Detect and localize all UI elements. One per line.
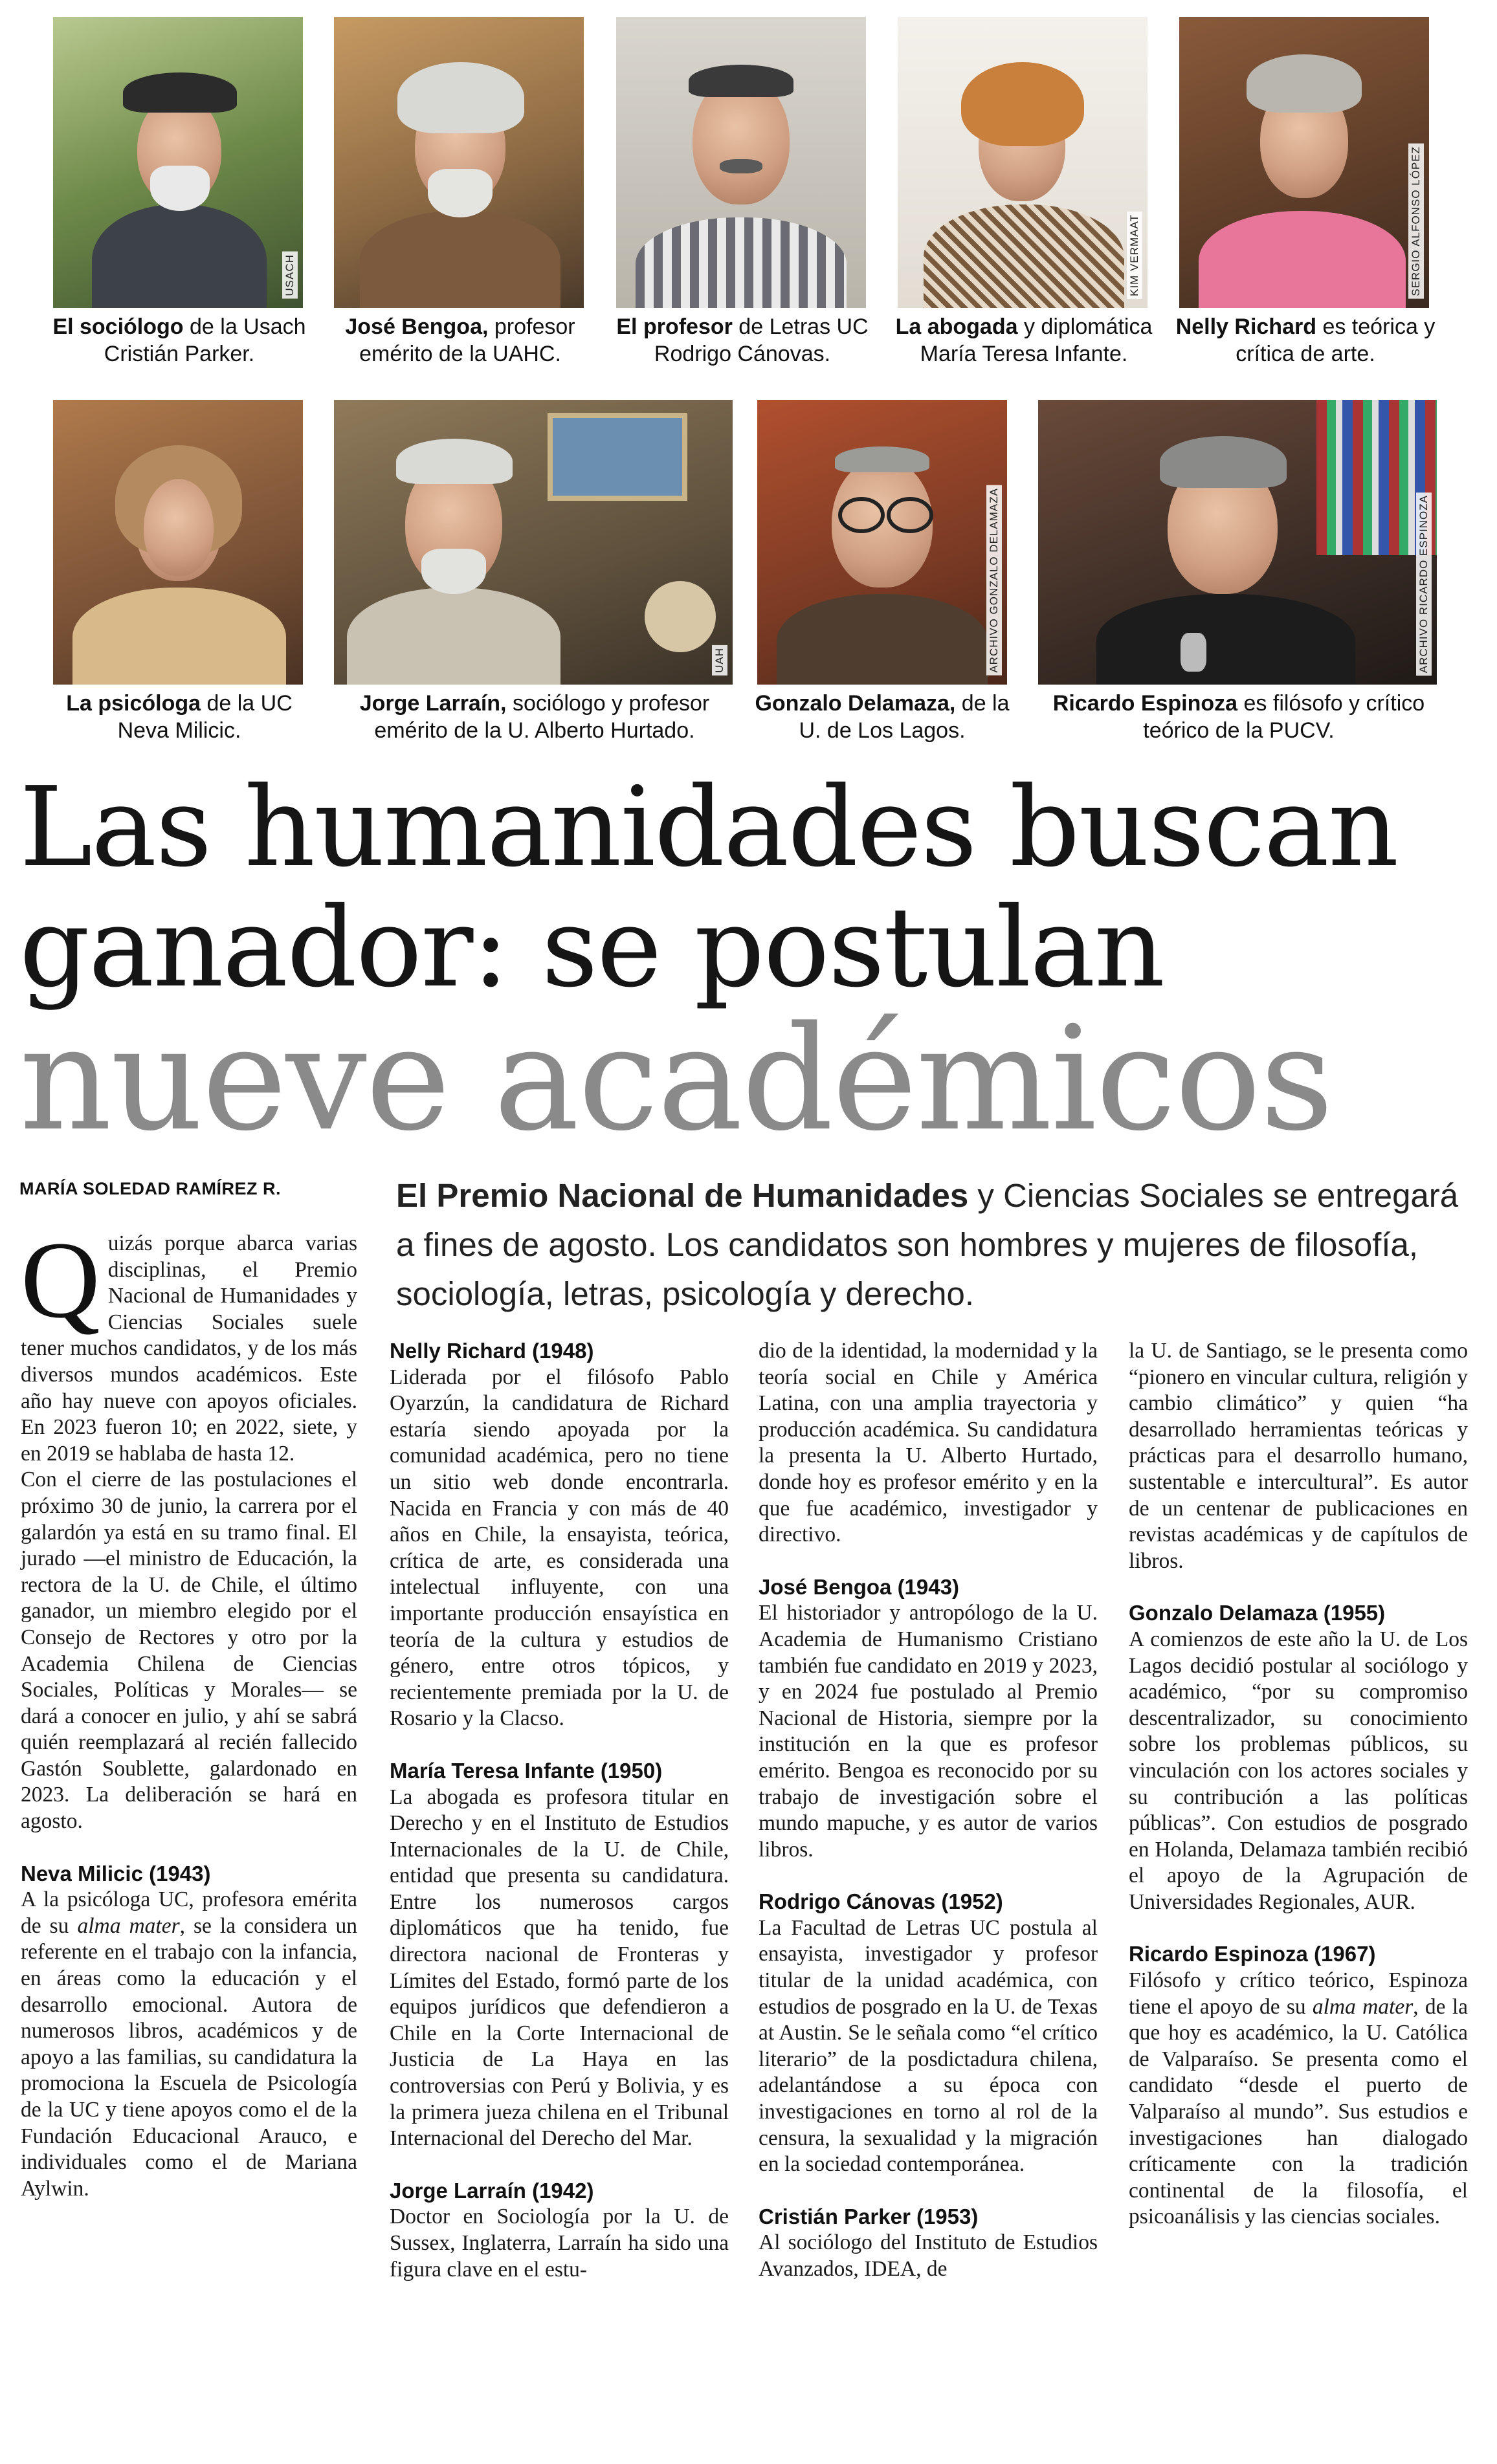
photo-credit: UAH	[712, 645, 727, 676]
drop-cap: Q	[21, 1219, 100, 1341]
deck: El Premio Nacional de Humanidades y Ciencias Sociales se entregará a fines de agosto. Los candidatos son hombres y mujeres de filosofía, sociología, letras, psicología y derecho.	[396, 1177, 1459, 1312]
caption-maria-teresa-infante: La abogada y diplomática María Teresa Infante.	[895, 314, 1153, 366]
photo-rodrigo-canovas	[616, 17, 866, 308]
column-3: dio de la identidad, la modernidad y la teoría social en Chile y América Latina, con una amplia trayectoria y producción académica. Su candidatura la presenta la U. Alberto Hurtado, donde hoy es profesor emérito y en la que fue académico, investigador y directivo. José Bengoa (1943) El historiador y antropólogo de la U. Academia de Humanismo Cristiano también fue candidato en 2019 y 2023, y en 2024 fue postulado al Premio Nacional de Historia, siempre por la institución en la que es profesor emérito. Bengoa es reconocido por su trabajo de investigación sobre el mundo mapuche, y es autor de varios libros. Rodrigo Cánovas (1952) La Facultad de Letras UC postula al ensayista, investigador y profesor titular de la unidad académica, con estudios de posgrado en la U. de Texas at Austin. Se le señala como “el crítico literario” de la posdictadura chilena, adelantándose a su época con investigaciones en torno al rol de la censura, la sexualidad y la migración en la sociedad contemporánea. Cristián Parker (1953) Al sociólogo del Instituto de Estudios Avanzados, IDEA, de	[759, 1339, 1098, 2281]
photo-maria-teresa-infante	[898, 17, 1148, 308]
photo-cristian-parker	[53, 17, 303, 308]
headline-line-2: ganador: se postulan	[19, 884, 1164, 1012]
caption-nelly-richard: Nelly Richard es teórica y crítica de arte.	[1175, 314, 1436, 366]
photo-jose-bengoa	[334, 17, 584, 308]
photo-nelly-richard	[1179, 17, 1429, 308]
column-2: Nelly Richard (1948) Liderada por el filósofo Pablo Oyarzún, la candidatura de Richard estaría siendo apoyada por la comunidad académica, pero no tiene un sitio web donde encontrarla. Nacida en Francia y con más de 40 años en Chile, la ensayista, teórica, crítica de arte, es considerada una intelectual influyente, con una importante producción ensayística en teoría de la cultura y estudios de género, entre otros tópicos, y recientemente premiada por la U. de Rosario y la Clacso. María Teresa Infante (1950) La abogada es profesora titular en Derecho y en el Instituto de Estudios Internacionales de la U. de Chile, entidad que presenta su candidatura. Entre los numerosos cargos diplomáticos que ha tenido, fue directora nacional de Fronteras y Límites del Estado, formó parte de los equipos jurídicos que defendieron a Chile en la Corte Internacional de Justicia de La Haya en las controversias con Perú y Bolivia, y es la primera jueza chilena en el Tribunal Internacional del Derecho del Mar. Jorge Larraín (1942) Doctor en Sociología por la U. de Sussex, Inglaterra, Larraín ha sido una figura clave en el estu-	[390, 1339, 729, 2282]
subhead-jose-bengoa: José Bengoa (1943)	[759, 1574, 959, 1599]
caption-cristian-parker: El sociólogo de la Usach Cristián Parker.	[52, 314, 306, 366]
photo-gonzalo-delamaza	[757, 400, 1007, 685]
subhead-neva-milicic: Neva Milicic (1943)	[21, 1861, 211, 1886]
headline-line-1: Las humanidades buscan	[19, 764, 1398, 892]
headline-line-3: nueve académicos	[19, 996, 1333, 1163]
subhead-cristian-parker: Cristián Parker (1953)	[759, 2204, 979, 2228]
caption-rodrigo-canovas: El profesor de Letras UC Rodrigo Cánovas.	[616, 314, 869, 366]
subhead-maria-teresa-infante: María Teresa Infante (1950)	[390, 1758, 663, 1783]
photo-credit: KIM VERMAAT	[1127, 212, 1142, 299]
caption-gonzalo-delamaza: Gonzalo Delamaza, de la U. de Los Lagos.	[755, 691, 1010, 743]
photo-credit: ARCHIVO RICARDO ESPINOZA	[1416, 492, 1432, 676]
byline: MARÍA SOLEDAD RAMÍREZ R.	[19, 1179, 281, 1198]
caption-neva-milicic: La psicóloga de la UC Neva Milicic.	[66, 691, 293, 743]
caption-jose-bengoa: José Bengoa, profesor emérito de la UAHC.	[345, 314, 575, 366]
subhead-gonzalo-delamaza: Gonzalo Delamaza (1955)	[1129, 1601, 1386, 1625]
photo-jorge-larrain	[334, 400, 733, 685]
caption-ricardo-espinoza: Ricardo Espinoza es filósofo y crítico teórico de la PUCV.	[1052, 691, 1425, 743]
subhead-nelly-richard: Nelly Richard (1948)	[390, 1339, 594, 1363]
column-4: la U. de Santiago, se le presenta como “pionero en vincular cultura, religión y cambio climático” y quien “ha desarrollado herramientas teóricas y prácticas para el desarrollo humano, sustentable e intercultural”. Es autor de un centenar de publicaciones en revistas académicas y de capítulos de libros. Gonzalo Delamaza (1955) A comienzos de este año la U. de Los Lagos decidió postular al sociólogo y académico, “por su compromiso descentralizador, su conocimiento sobre los problemas públicos, su vinculación con los actores sociales y su contribución a las políticas públicas”. Con estudios de posgrado en Holanda, Delamaza también recibió el apoyo de la Agrupación de Universidades Regionales, AUR. Ricardo Espinoza (1967) Filósofo y crítico teórico, Espinoza tiene el apoyo de su alma mater, de la que hoy es académico, la U. Católica de Valparaíso. Se presenta como el candidato “desde el puerto de Valparaíso al mundo”. Sus estudios e investigaciones han dialogado críticamente con la tradición continental de la filosofía, el psicoanálisis y las ciencias sociales.	[1129, 1339, 1468, 2229]
subhead-jorge-larrain: Jorge Larraín (1942)	[390, 2178, 594, 2203]
photo-ricardo-espinoza	[1038, 400, 1437, 685]
subhead-ricardo-espinoza: Ricardo Espinoza (1967)	[1129, 1942, 1376, 1966]
photo-neva-milicic	[53, 400, 303, 685]
caption-jorge-larrain: Jorge Larraín, sociólogo y profesor emérito de la U. Alberto Hurtado.	[359, 691, 710, 743]
subhead-rodrigo-canovas: Rodrigo Cánovas (1952)	[759, 1889, 1003, 1914]
photo-credit: SERGIO ALFONSO LÓPEZ	[1408, 144, 1424, 299]
photo-credit: USACH	[282, 252, 298, 299]
photo-credit: ARCHIVO GONZALO DELAMAZA	[986, 485, 1002, 676]
column-1: Quizás porque abarca varias disciplinas, el Premio Nacional de Humanidades y Ciencias Sociales suele tener muchos candidatos, y de los más diversos mundos académicos. Este año hay nueve con apoyos oficiales. En 2023 fueron 10; en 2022, siete, y en 2019 se hablaba de hasta 12. Con el cierre de las postulaciones el próximo 30 de junio, la carrera por el galardón ya está en su tramo final. El jurado —el ministro de Educación, la rectora de la U. de Chile, el último ganador, un miembro elegido por el Consejo de Rectores y otro por la Academia Chilena de Ciencias Sociales, Políticas y Morales— se dará a conocer en julio, y ahí se sabrá quién reemplazará al recién fallecido Gastón Soublette, galardonado en 2023. La deliberación se hará en agosto. Neva Milicic (1943) A la psicóloga UC, profesora emérita de su alma mater, se la considera un referente en el trabajo con la infancia, en áreas como la educación y el desarrollo emocional. Autora de numerosos libros, académicos y de apoyo a las familias, su candidatura la promociona la Escuela de Psicología de la UC y tiene apoyos como el de la Fundación Educacional Arauco, e individuales como el de Mariana Aylwin.	[21, 1219, 357, 2201]
